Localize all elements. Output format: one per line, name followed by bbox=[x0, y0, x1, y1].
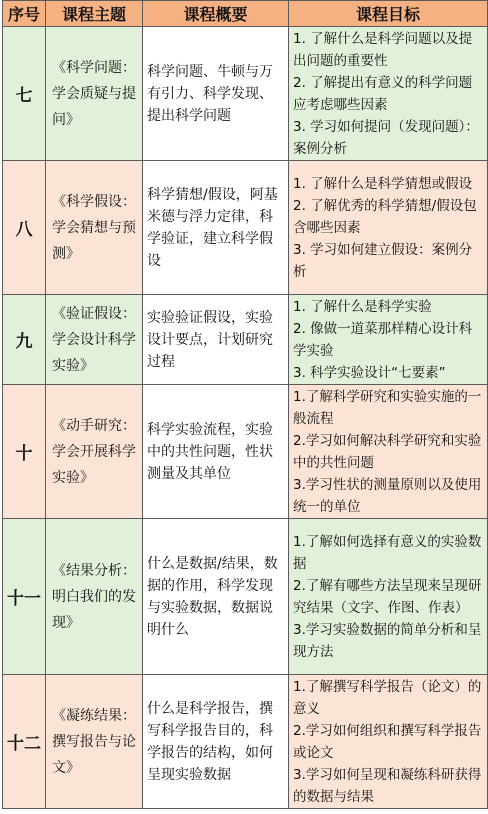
goal-item: 1. 了解什么是科学实验 bbox=[293, 298, 432, 315]
row-goals bbox=[289, 519, 488, 675]
row-index: 九 bbox=[3, 295, 46, 385]
row-index: 十 bbox=[3, 385, 46, 519]
table-row bbox=[3, 519, 488, 675]
row-summary: 科学实验流程，实验中的共性问题，性状测量及其单位 bbox=[143, 385, 289, 519]
row-index: 十一 bbox=[3, 519, 46, 675]
row-goals bbox=[289, 675, 488, 809]
header-summary: 课程概要 bbox=[143, 1, 289, 27]
header-topic: 课程主题 bbox=[46, 1, 143, 27]
row-goals bbox=[289, 27, 488, 161]
header-index: 序号 bbox=[3, 1, 46, 27]
row-index: 七 bbox=[3, 27, 46, 161]
goal-item: 2. 了解提出有意义的科学问题应考虑哪些因素 bbox=[293, 74, 473, 113]
row-index: 八 bbox=[3, 161, 46, 295]
goal-item: 3.学习性状的测量原则以及使用统一的单位 bbox=[293, 476, 482, 515]
goal-item: 2.学习如何组织和撰写科学报告或论文 bbox=[293, 722, 482, 761]
row-index: 十二 bbox=[3, 675, 46, 809]
goal-item: 3. 学习如何提问（发现问题）：案例分析 bbox=[293, 118, 479, 157]
row-topic: 《科学假设：学会猜想与预测》 bbox=[46, 161, 143, 295]
goal-item: 1. 了解什么是科学问题以及提出问题的重要性 bbox=[293, 30, 473, 69]
goal-item: 1.了解撰写科学报告（论文）的意义 bbox=[293, 678, 482, 717]
row-summary: 科学问题、牛顿与万有引力、科学发现、提出科学问题 bbox=[143, 27, 289, 161]
goal-item: 2.学习如何解决科学研究和实验中的共性问题 bbox=[293, 432, 482, 471]
goal-item: 1.了解如何选择有意义的实验数据 bbox=[293, 533, 482, 572]
row-summary: 什么是科学报告，撰写科学报告目的，科学报告的结构，如何呈现实验数据 bbox=[143, 675, 289, 809]
goal-item: 1. 了解什么是科学猜想或假设 bbox=[293, 175, 473, 192]
table-row bbox=[3, 161, 488, 295]
goal-item: 3.学习实验数据的简单分析和呈现方法 bbox=[293, 621, 482, 660]
goal-item: 2. 了解优秀的科学猜想/假设包含哪些因素 bbox=[293, 197, 477, 236]
row-summary: 科学猜想/假设，阿基米德与浮力定律，科学验证，建立科学假设 bbox=[143, 161, 289, 295]
table-row bbox=[3, 295, 488, 385]
goal-item: 2. 像做一道菜那样精心设计科学实验 bbox=[293, 320, 473, 359]
table-row bbox=[3, 385, 488, 519]
course-table bbox=[2, 0, 488, 809]
table-row bbox=[3, 27, 488, 161]
row-topic: 《凝练结果：撰写报告与论文》 bbox=[46, 675, 143, 809]
row-topic: 《验证假设：学会设计科学实验》 bbox=[46, 295, 143, 385]
goal-item: 1.了解科学研究和实验实施的一般流程 bbox=[293, 388, 482, 427]
goal-item: 3. 学习如何建立假设：案例分析 bbox=[293, 241, 473, 280]
goal-item: 3. 科学实验设计“七要素” bbox=[293, 364, 446, 381]
table-header-row bbox=[3, 1, 488, 27]
header-goals: 课程目标 bbox=[289, 1, 488, 27]
goal-item: 2.了解有哪些方法呈现来呈现研究结果（文字、作图、作表） bbox=[293, 577, 482, 616]
goal-item: 3.学习如何呈现和凝练科研获得的数据与结果 bbox=[293, 766, 482, 805]
table-row bbox=[3, 675, 488, 809]
row-topic: 《结果分析：明白我们的发现》 bbox=[46, 519, 143, 675]
row-summary: 实验验证假设，实验设计要点，计划研究过程 bbox=[143, 295, 289, 385]
row-topic: 《科学问题：学会质疑与提问》 bbox=[46, 27, 143, 161]
row-summary: 什么是数据/结果，数据的作用，科学发现与实验数据，数据说明什么 bbox=[143, 519, 289, 675]
row-goals bbox=[289, 295, 488, 385]
row-goals bbox=[289, 385, 488, 519]
row-topic: 《动手研究：学会开展科学实验》 bbox=[46, 385, 143, 519]
row-goals bbox=[289, 161, 488, 295]
